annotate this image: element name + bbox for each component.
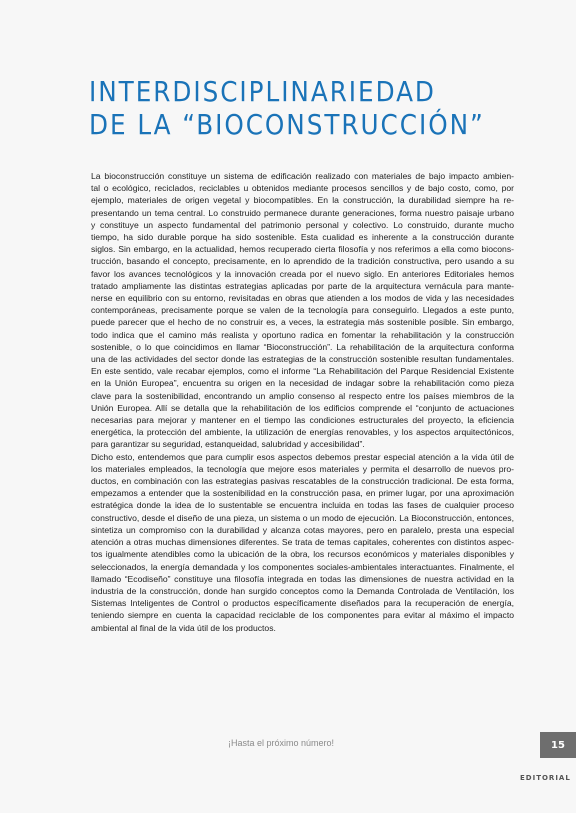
article-line: constructivo, desde el diseño de una pieza, un sistema o un modo de ejecución. La Bioconstrucción, entonces, (91, 512, 514, 523)
article-line: los materiales empleados, la tecnología que mejore esos materiales y permita el desarrollo de nuevos pro- (91, 463, 514, 474)
page-title-line-1: INTERDISCIPLINARIEDAD (89, 74, 436, 108)
article-line: Dicho esto, entendemos que para cumplir esos aspectos debemos prestar especial atención a la vida útil de (91, 451, 514, 462)
article-line: industria de la construcción, donde han surgido conceptos como la Demanda Controlada de Ventilación, los (91, 585, 514, 596)
article-line: ejemplo, materiales de origen vegetal y biocompatibles. En la construcción, la durabilidad siempre ha re- (91, 195, 514, 206)
article-line: trucción, basando el concepto, precisamente, en lo aprendido de la tradición constructiva, pero usando a su (91, 256, 514, 267)
article-body (91, 170, 514, 634)
article-line: tos igualmente atendibles como la ubicación de la obra, los recursos económicos y materiales disponibles y (91, 549, 514, 560)
article-line: ductos, en combinación con las estrategias pasivas rescatables de la construcción tradicional. De esta forma, (91, 476, 514, 487)
article-line: necesarias para mejorar y mantener en el tiempo las condiciones estructurales del proyecto, la eficiencia (91, 415, 514, 426)
article-line: Sistemas Inteligentes de Control o productos específicamente diseñados para la recuperación de energía, (91, 598, 514, 609)
article-line: Unión Europea. Allí se detalla que la rehabilitación de los edificios comprende el “conjunto de actuaciones (91, 402, 514, 413)
article-line: ambiental al final de la vida útil de los productos. (91, 622, 276, 633)
article-line: empezamos a entender que la sostenibilidad en la construcción pasa, en primer lugar, por una aproximación (91, 488, 514, 499)
article-line: sintetiza un compromiso con la durabilidad y alcanza cotas mayores, pero en paralelo, presta una especial (91, 524, 514, 535)
article-line: nerse en equilibrio con su entorno, revisitadas en obras que atienden a los modos de vida y las necesidades (91, 293, 514, 304)
closing-line: ¡Hasta el próximo número! (228, 738, 335, 748)
article-line: en la Unión Europea”, encuentra su origen en la necesidad de indagar sobre la rehabilitación como pieza (91, 378, 514, 389)
article-line: energética, la protección del ambiente, la utilización de energías renovables, y los aspectos arquitectónicos, (91, 427, 514, 438)
article-line: estratégica donde la idea de lo sustentable se encuentra incluida en todas las fases de cualquier proceso (91, 500, 514, 511)
article-line: sostenible, o lo que coincidimos en llamar “Bioconstrucción”. La rehabilitación de la arquitectura conforma (91, 341, 514, 352)
page-title-line-2: DE LA “BIOCONSTRUCCIÓN” (89, 107, 485, 141)
page-number: 15 (540, 732, 576, 758)
page-title (89, 75, 520, 141)
article-line: clave para la sostenibilidad, encontrando un amplio consenso al respecto entre los países miembros de la (91, 390, 514, 401)
article-line: una de las actividades del sector donde las estrategias de la construcción sostenible resultan fundamentales. (91, 354, 514, 365)
article-line: favor los avances tecnológicos y la innovación creada por el nuevo siglo. En anteriores Editoriales hemos (91, 268, 514, 279)
article-line: contemporáneas, precisamente porque se valen de la tecnología para conseguirlo. Llegados a este punto, (91, 305, 514, 316)
article-line: seleccionados, la energía demandada y los componentes sociales-ambientales interactuantes. Finalmente, el (91, 561, 514, 572)
article-line: presentando un tema central. Lo construido permanece durante generaciones, forma nuestro paisaje urbano (91, 207, 514, 218)
article-line: teniendo siempre en cuenta la capacidad reciclable de los componentes para evitar al máximo el impacto (91, 610, 514, 621)
article-line: tratado ampliamente las distintas estrategias aplicadas por parte de la arquitectura vernácula para mante- (91, 280, 514, 291)
article-line: todo indica que el camino más realista y oportuno radica en fomentar la rehabilitación y la construcción (91, 329, 514, 340)
article-line: tal o ecológico, reciclados, reciclables u obtenidos mediante procesos sencillos y de bajo costo, como, por (91, 183, 514, 194)
article-line: La bioconstrucción constituye un sistema de edificación realizado con materiales de bajo impacto ambien- (91, 171, 514, 181)
article-line: En este sentido, vale recabar ejemplos, como el informe “La Rehabilitación del Parque Residencial Existente (91, 366, 514, 377)
article-line: siglos. Sin embargo, en la actualidad, hemos recuperado cierta filosofía y nos referimos a ella como biocons- (91, 244, 514, 255)
section-label: EDITORIAL (520, 774, 571, 782)
article-line: atención a otras muchas dimensiones diferentes. Se trata de temas capitales, coherentes con distintos aspec- (91, 537, 514, 548)
article-line: y constituye un aspecto fundamental del patrimonio personal y colectivo. Lo construido, durante mucho (91, 219, 514, 230)
article-line: tiempo, ha sido durable porque ha sido sostenible. Esta cualidad es inherente a la construcción durante (91, 232, 514, 243)
article-line: llamado “Ecodiseño” constituye una filosofía integrada en todas las dimensiones de nuestra actividad en la (91, 573, 514, 584)
article-line: puede parecer que el hecho de no construir es, a veces, la estrategia más sostenible posible. Sin embargo, (91, 317, 514, 328)
article-line: para garantizar su seguridad, estanqueidad, salubridad y accesibilidad”. (91, 439, 365, 450)
